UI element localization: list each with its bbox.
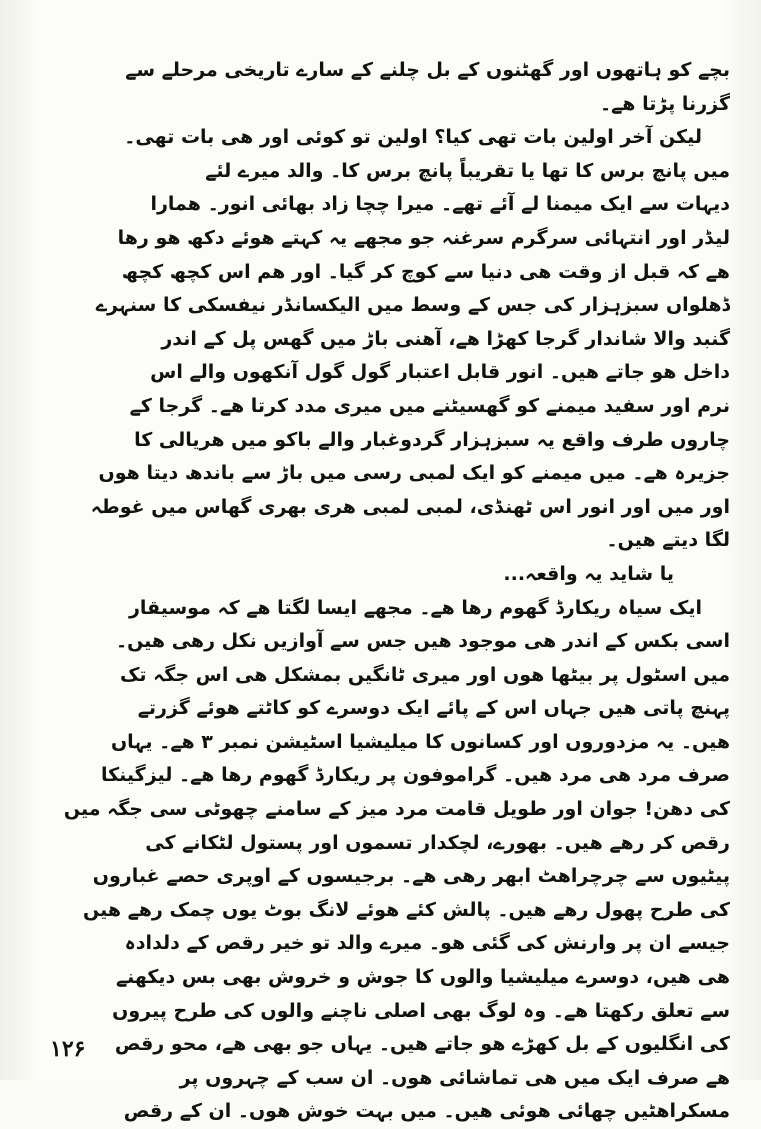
text-line: نرم اور سفید میمنے کو گھسیٹنے میں میری مدد کرتا ھے۔ گرجا کے xyxy=(129,394,730,417)
text-line: کی طرح پھول رھے ھیں۔ پالش کئے ھوئے لانگ بوٹ یوں چمک رھے ھیں xyxy=(82,898,730,921)
text-line: جیسے ان پر وارنش کی گئی ھو۔ میرے والد تو خیر رقص کے دلدادہ xyxy=(124,932,730,955)
text-line: کی دھن! جوان اور طویل قامت مرد میز کے سامنے چھوٹی سی جگہ میں xyxy=(63,798,730,821)
text-line: ھے صرف ایک میں ھی تماشائی ھوں۔ ان سب کے چہروں پر xyxy=(179,1066,730,1089)
text-line: اسی بکس کے اندر ھی موجود ھیں جس سے آوازیں نکل رھی ھیں۔ xyxy=(115,630,730,653)
text-line: چاروں طرف واقع یہ سبزہزار گردوغبار والے باکو میں ھریالی کا xyxy=(134,428,730,451)
text-line: اور میں اور انور اس ٹھنڈی، لمبی لمبی ھری بھری گھاس میں غوطہ xyxy=(90,495,730,518)
text-line: کی انگلیوں کے بل کھڑے ھو جاتے ھیں۔ یہاں جو بھی ھے، محو رقص xyxy=(114,1033,730,1056)
page-body-text xyxy=(50,54,730,1129)
text-line: یا شاید یہ واقعہ... xyxy=(503,562,674,585)
page-number: ۱۲۶ xyxy=(50,1036,86,1062)
text-line: بچے کو ہاتھوں اور گھٹنوں کے بل چلنے کے سارے تاریخی مرحلے سے xyxy=(125,59,730,81)
text-line: پیٹیوں سے چرچراھٹ ابھر رھی ھے۔ برجیسوں کے اوپری حصے غباروں xyxy=(92,865,730,888)
text-line: داخل ھو جاتے ھیں۔ انور قابل اعتبار گول گول آنکھوں والے اس xyxy=(150,361,730,384)
text-line: ھے کہ قبل از وقت ھی دنیا سے کوچ کر گیا۔ اور ھم اس کچھ کچھ xyxy=(121,260,730,283)
text-line: ایک سیاہ ریکارڈ گھوم رھا ھے۔ مجھے ایسا لگتا ھے کہ موسیقار xyxy=(128,596,702,619)
text-line: گنبد والا شاندار گرجا کھڑا ھے، آھنی باڑ میں گھس پل کے اندر xyxy=(161,327,730,350)
text-line: ڈھلواں سبزہزار کی جس کے وسط میں الیکسانڈر نیفسکی کا سنہرے xyxy=(95,294,730,317)
text-line: مسکراھٹیں چھائی ھوئی ھیں۔ میں بہت خوش ھوں۔ ان کے رقص xyxy=(123,1100,730,1123)
text-line: لگا دیتے ھیں۔ xyxy=(606,529,730,552)
text-line: صرف مرد ھی مرد ھیں۔ گراموفون پر ریکارڈ گھوم رھا ھے۔ لیزگینکا xyxy=(100,764,730,787)
text-line: میں پانچ برس کا تھا یا تقریباً پانچ برس کا۔ والد میرے لئے xyxy=(205,159,730,182)
text-line: گزرنا پڑتا ھے۔ xyxy=(600,92,730,115)
text-line: میں اسٹول پر بیٹھا ھوں اور میری ٹانگیں بمشکل ھی اس جگہ تک xyxy=(119,663,730,686)
text-line: پہنچ پاتی ھیں جہاں اس کے پائے ایک دوسرے کو کاٹتے ھوئے گزرتے xyxy=(137,697,730,720)
text-line: جزیرہ ھے۔ میں میمنے کو ایک لمبی رسی میں باڑ سے باندھ دیتا ھوں xyxy=(98,462,730,485)
text-line: لیڈر اور انتہائی سرگرم سرغنہ جو مجھے یہ کہتے ھوئے دکھ ھو رھا xyxy=(117,226,730,249)
text-line: ھیں۔ یہ مزدوروں اور کسانوں کا میلیشیا اسٹیشن نمبر ۳ ھے۔ یہاں xyxy=(110,730,730,753)
text-line: ھی ھیں، دوسرے میلیشیا والوں کا جوش و خروش بھی بس دیکھنے xyxy=(115,966,730,989)
text-line: دیہات سے ایک میمنا لے آئے تھے۔ میرا چچا زاد بھائی انور۔ ھمارا xyxy=(150,193,730,216)
text-line: رقص کر رھے ھیں۔ بھورے، لچکدار تسموں اور پستول لٹکانے کی xyxy=(145,831,730,854)
text-line: لیکن آخر اولین بات تھی کیا؟ اولین تو کوئی اور ھی بات تھی۔ xyxy=(124,126,702,149)
text-line: سے تعلق رکھتا ھے۔ وہ لوگ بھی اصلی ناچنے والوں کی طرح پیروں xyxy=(112,999,730,1022)
